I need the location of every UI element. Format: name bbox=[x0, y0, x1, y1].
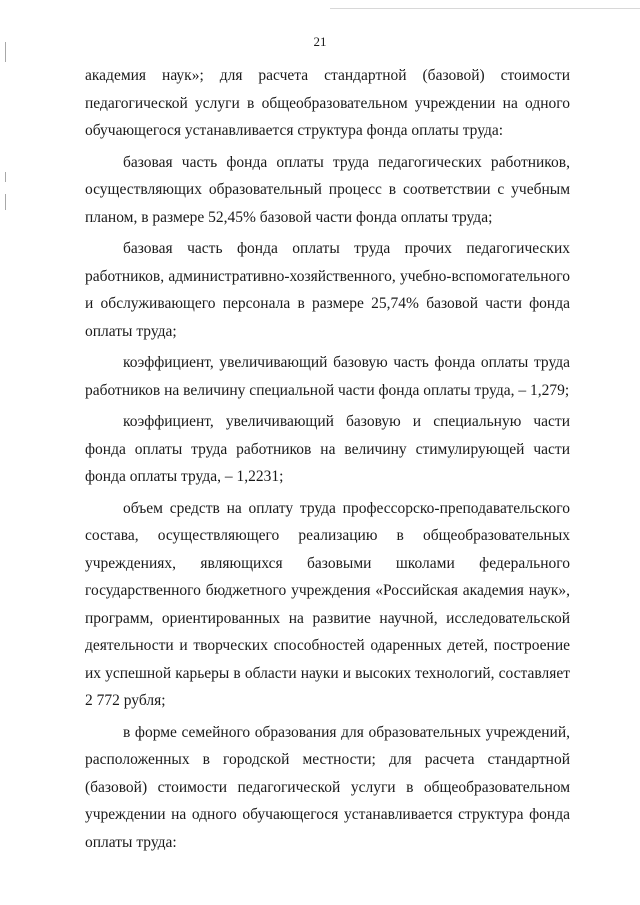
paragraph-basic-fund-teachers: базовая часть фонда оплаты труда педагогических работников, осуществляющих образовательный процесс в соответствии с учебным планом, в размере 52,45% базовой части фонда оплаты труда; bbox=[85, 153, 570, 226]
scan-margin-mark bbox=[5, 172, 6, 182]
paragraph-professor-funding: объем средств на оплату труда профессорско-преподавательского состава, осуществляющего реализацию в общеобразовательных учреждениях, являющихся базовыми школами федерального государственного бюджетного учреждения «Российская академия наук», программ, ориентированных на развитие научной, исследовательской деятельности и творческих способностей одаренных детей, построение их успешной карьеры в области науки и высоких технологий, составляет 2 772 рубля; bbox=[85, 499, 570, 709]
paragraph-continuation: академия наук»; для расчета стандартной (базовой) стоимости педагогической услуги в общеобразовательном учреждении на одного обучающегося устанавливается структура фонда оплаты труда: bbox=[85, 67, 570, 139]
document-body bbox=[85, 62, 570, 856]
page-number: 21 bbox=[313, 34, 327, 49]
paragraph-special-coefficient: коэффициент, увеличивающий базовую часть фонда оплаты труда работников на величину специальной части фонда оплаты труда, – 1,279; bbox=[85, 354, 570, 399]
scan-margin-mark bbox=[5, 194, 6, 210]
paragraph-basic-fund-other-staff: базовая часть фонда оплаты труда прочих педагогических работников, административно-хозяйственного, учебно-вспомогательного и обслуживающего персонала в размере 25,74% базовой части фонда оплаты труда; bbox=[85, 240, 570, 340]
scan-edge-line bbox=[330, 8, 640, 9]
paragraph-stimulating-coefficient: коэффициент, увеличивающий базовую и специальную части фонда оплаты труда работников на величину стимулирующей части фонда оплаты труда, – 1,2231; bbox=[85, 413, 570, 485]
paragraph-family-education: в форме семейного образования для образовательных учреждений, расположенных в городской местности; для расчета стандартной (базовой) стоимости педагогической услуги в общеобразовательном учреждении на одного обучающегося устанавливается структура фонда оплаты труда: bbox=[85, 723, 570, 851]
